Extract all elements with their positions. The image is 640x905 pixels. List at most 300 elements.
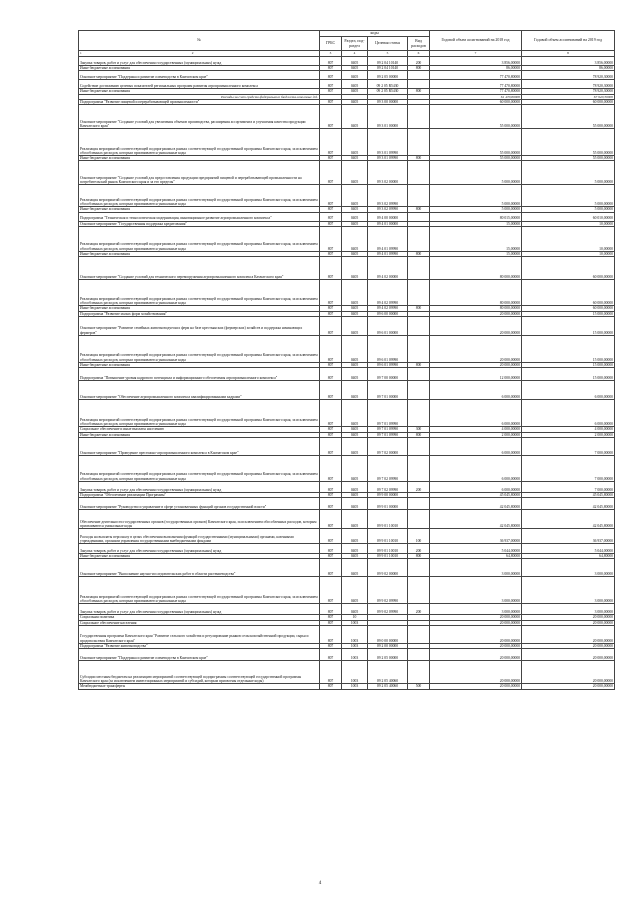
header-target-article: Целевая статья: [368, 37, 408, 51]
row-grbs: 807: [320, 89, 342, 94]
row-grbs: 807: [320, 400, 342, 427]
row-volume-2018: 20 000,00000: [430, 615, 522, 620]
table-row: [79, 577, 615, 604]
row-name: Подпрограмма "Развитие пищевой и перерабатывающей промышленности": [79, 99, 320, 104]
row-target-article: 09 6 01 00000: [368, 316, 408, 335]
row-volume-2019: 55 000,00000: [522, 129, 615, 156]
row-grbs: 807: [320, 362, 342, 367]
row-volume-2019: 15 000,00000: [522, 316, 615, 335]
row-target-article: 09 3 02 00000: [368, 161, 408, 185]
row-name: Основное мероприятие "Развитие семейных животноводческих ферм на базе крестьянских (фермерских) хозяйств и поддержка начинающих фермеров": [79, 316, 320, 335]
row-name: Основное мероприятие "Создание условий для технического перевооружения агропромышленного комплекса Камчатского края": [79, 257, 320, 280]
row-volume-2018: 5 000,00000: [430, 161, 522, 185]
header-codes: коды: [320, 31, 430, 37]
row-name: Иные бюджетные ассигнования: [79, 89, 320, 94]
row-expense-type: [408, 161, 430, 185]
row-grbs: 807: [320, 280, 342, 306]
row-target-article: 09 9 02 00000: [368, 559, 408, 577]
row-section: 0405: [342, 185, 368, 207]
table-row: [79, 481, 615, 492]
row-volume-2018: 5 044,00000: [430, 544, 522, 554]
row-name: Закупка товаров, работ и услуг для обеспечения государственных (муниципальных) нужд: [79, 57, 320, 66]
row-volume-2019: 78 920,30000: [522, 80, 615, 89]
row-target-article: 09 4 02 00000: [368, 257, 408, 280]
row-volume-2019: 60 000,00000: [522, 257, 615, 280]
row-section: 0405: [342, 306, 368, 311]
row-volume-2018: 60 000,00000: [430, 99, 522, 104]
row-grbs: 807: [320, 185, 342, 207]
row-grbs: 807: [320, 311, 342, 316]
row-target-article: 09 2 05 R5430: [368, 80, 408, 89]
row-volume-2019: 20 000,00000: [522, 661, 615, 684]
row-expense-type: 800: [408, 306, 430, 311]
header-number: №: [79, 31, 320, 51]
row-expense-type: [408, 129, 430, 156]
row-name: Иные бюджетные ассигнования: [79, 362, 320, 367]
row-grbs: 807: [320, 212, 342, 221]
row-expense-type: [408, 437, 430, 455]
row-grbs: 807: [320, 510, 342, 529]
row-volume-2019: 3 000,00000: [522, 559, 615, 577]
row-volume-2018: 77 470,80000: [430, 80, 522, 89]
row-name: Реализация мероприятий соответствующей подпрограммы в рамках соответствующей государственной программы Камчатского края, за исключением обособленных расходов, которым присваиваются уникальные коды: [79, 335, 320, 362]
row-target-article: 09 9 01 00000: [368, 498, 408, 510]
row-section: 0405: [342, 66, 368, 71]
row-target-article: 09 3 02 09990: [368, 185, 408, 207]
row-expense-type: [408, 577, 430, 604]
row-volume-2018: 15,00000: [430, 227, 522, 252]
row-section: 0405: [342, 492, 368, 497]
row-name: Расходы за счет средств федерального бюджета-итоговые д.б.: [79, 94, 320, 99]
row-section: 1003: [342, 644, 368, 649]
row-volume-2019: 67 920,30000: [522, 94, 615, 99]
row-target-article: 09 3 01 09990: [368, 156, 408, 161]
row-volume-2018: 20 000,00000: [430, 661, 522, 684]
row-volume-2019: 42 045,80000: [522, 510, 615, 529]
row-volume-2019: 20 000,00000: [522, 615, 615, 620]
table-row: [79, 212, 615, 221]
row-target-article: 09 2 05 00000: [368, 649, 408, 661]
table-row: [79, 80, 615, 89]
row-target-article: 09 4 00 00000: [368, 212, 408, 221]
row-volume-2019: 60 000,00000: [522, 99, 615, 104]
row-section: 0405: [342, 221, 368, 226]
row-section: 0405: [342, 604, 368, 615]
row-expense-type: 200: [408, 481, 430, 492]
row-volume-2018: 3 856,00000: [430, 57, 522, 66]
row-volume-2019: 4 000,00000: [522, 427, 615, 432]
row-grbs: 807: [320, 455, 342, 481]
row-volume-2019: 15 000,00000: [522, 362, 615, 367]
row-expense-type: [408, 227, 430, 252]
row-volume-2018: 86,00000: [430, 66, 522, 71]
row-volume-2019: 5 000,00000: [522, 207, 615, 212]
row-volume-2019: 20 000,00000: [522, 684, 615, 689]
row-volume-2018: 42 045,80000: [430, 498, 522, 510]
row-name: Основное мероприятие "Создание условий для предоставления продукции предприятий пищевой и перерабатывающей промышленности на потребительский рынок Камчатского края и за его пределы": [79, 161, 320, 185]
table-row: [79, 649, 615, 661]
row-expense-type: 800: [408, 66, 430, 71]
row-volume-2019: 6 000,00000: [522, 400, 615, 427]
row-name: Закупка товаров, работ и услуг для обеспечения государственных (муниципальных) нужд: [79, 604, 320, 615]
row-expense-type: [408, 280, 430, 306]
row-target-article: 09 2 04 10140: [368, 66, 408, 71]
table-row: [79, 185, 615, 207]
header-volume-2019: Годовой объем ассигнований на 2019 год: [522, 31, 615, 51]
header-volume-2018: Годовой объем ассигнований на 2018 год: [430, 31, 522, 51]
row-section: 0405: [342, 510, 368, 529]
row-expense-type: [408, 71, 430, 80]
row-expense-type: [408, 80, 430, 89]
row-volume-2019: 7 000,00000: [522, 437, 615, 455]
row-target-article: 09 2 05 R5430: [368, 89, 408, 94]
row-volume-2018: 3 000,00000: [430, 604, 522, 615]
row-expense-type: [408, 316, 430, 335]
row-name: Закупка товаров, работ и услуг для обеспечения государственных (муниципальных) нужд: [79, 544, 320, 554]
row-expense-type: [408, 661, 430, 684]
row-volume-2018: 36 937,00000: [430, 529, 522, 544]
row-name: Основное мероприятие "Государственная поддержка кредитования": [79, 221, 320, 226]
row-grbs: 807: [320, 577, 342, 604]
table-row: [79, 316, 615, 335]
row-grbs: 807: [320, 432, 342, 437]
row-volume-2018: 55 000,00000: [430, 129, 522, 156]
row-volume-2018: 20 000,00000: [430, 644, 522, 649]
row-volume-2019: 6 000,00000: [522, 381, 615, 400]
budget-table: [78, 30, 615, 690]
row-target-article: 09 6 00 00000: [368, 311, 408, 316]
row-volume-2019: 7 000,00000: [522, 481, 615, 492]
table-row: [79, 529, 615, 544]
row-volume-2019: 20 000,00000: [522, 620, 615, 625]
table-row: [79, 381, 615, 400]
row-volume-2019: 3 856,00000: [522, 57, 615, 66]
row-section: 0405: [342, 498, 368, 510]
row-volume-2019: 42 045,80000: [522, 498, 615, 510]
table-row: [79, 335, 615, 362]
row-target-article: 09 2 05 40060: [368, 684, 408, 689]
row-section: 0405: [342, 227, 368, 252]
table-row: [79, 437, 615, 455]
row-volume-2019: 86,00000: [522, 66, 615, 71]
row-expense-type: 100: [408, 529, 430, 544]
table-row: [79, 498, 615, 510]
row-grbs: 807: [320, 529, 342, 544]
row-name: Социальное обеспечение и иные выплаты населению: [79, 427, 320, 432]
row-grbs: 807: [320, 544, 342, 554]
row-grbs: 807: [320, 335, 342, 362]
row-name: Основное мероприятие "Выполнение научно-исследовательских работ в области растениеводства": [79, 559, 320, 577]
row-volume-2018: 20 000,00000: [430, 649, 522, 661]
row-volume-2018: 2 000,00000: [430, 432, 522, 437]
row-name: Иные бюджетные ассигнования: [79, 306, 320, 311]
row-grbs: 807: [320, 554, 342, 559]
row-name: Реализация мероприятий соответствующей подпрограммы в рамках соответствующей государственной программы Камчатского края, за исключением обособленных расходов, которым присваиваются уникальные коды: [79, 280, 320, 306]
row-target-article: 09 6 01 09990: [368, 362, 408, 367]
table-row: [79, 559, 615, 577]
row-target-article: 09 2 00 00000: [368, 644, 408, 649]
row-grbs: 807: [320, 492, 342, 497]
row-section: 0405: [342, 129, 368, 156]
row-target-article: 09 4 02 09990: [368, 306, 408, 311]
row-volume-2019: 60 000,00000: [522, 306, 615, 311]
row-target-article: 09 3 01 00000: [368, 105, 408, 129]
row-expense-type: [408, 498, 430, 510]
table-body: [79, 57, 615, 690]
row-section: 0405: [342, 89, 368, 94]
row-volume-2018: 42 045,80000: [430, 510, 522, 529]
row-name: Подпрограмма "Развитие малых форм хозяйствования": [79, 311, 320, 316]
row-grbs: 807: [320, 427, 342, 432]
row-expense-type: [408, 559, 430, 577]
row-name: Иные бюджетные ассигнования: [79, 432, 320, 437]
row-name: Иные бюджетные ассигнования: [79, 207, 320, 212]
row-volume-2019: 15 000,00000: [522, 335, 615, 362]
table-row: [79, 105, 615, 129]
row-target-article: 09 6 01 09990: [368, 335, 408, 362]
row-grbs: 807: [320, 66, 342, 71]
row-target-article: 09 9 01 10010: [368, 529, 408, 544]
row-volume-2018: 6 000,00000: [430, 400, 522, 427]
row-target-article: 09 7 01 09990: [368, 400, 408, 427]
row-volume-2019: 15 000,00000: [522, 311, 615, 316]
row-name: Основное мероприятие "Поддержка и развитие оленеводства в Камчатском крае": [79, 71, 320, 80]
table-row: [79, 257, 615, 280]
row-expense-type: [408, 335, 430, 362]
row-name: Обеспечение деятельности государственных органов (государственных органов) Камчатского края, за исключением обособленных расходов, которым присваиваются уникальные коды: [79, 510, 320, 529]
row-volume-2019: 64,80000: [522, 554, 615, 559]
row-name: Основное мероприятие "Поддержка и развитие оленеводства в Камчатском крае": [79, 649, 320, 661]
row-name: Иные бюджетные ассигнования: [79, 252, 320, 257]
row-volume-2018: 4 000,00000: [430, 427, 522, 432]
row-section: 1003: [342, 626, 368, 644]
row-name: Иные бюджетные ассигнования: [79, 554, 320, 559]
row-section: 1003: [342, 649, 368, 661]
row-expense-type: 300: [408, 427, 430, 432]
row-target-article: 09 9 00 00000: [368, 492, 408, 497]
row-volume-2019: 36 937,00000: [522, 529, 615, 544]
row-expense-type: [408, 455, 430, 481]
row-grbs: 807: [320, 99, 342, 104]
row-volume-2019: 5 000,00000: [522, 161, 615, 185]
row-target-article: 09 4 01 00000: [368, 221, 408, 226]
row-grbs: 807: [320, 156, 342, 161]
row-name: Субсидии местным бюджетам на реализацию мероприятий соответствующей подпрограммы соответствующей государственной программы Камчатского края (за исключением инвестиционных мероприятий и субсидий, которым присвоены отдельные коды): [79, 661, 320, 684]
row-target-article: 09 2 05 40060: [368, 661, 408, 684]
row-section: 0405: [342, 257, 368, 280]
table-row: [79, 544, 615, 554]
row-volume-2019: 5 044,00000: [522, 544, 615, 554]
row-name: Основное мероприятие "Проведение престижно-агропромышленного комплекса в Камчатском крае": [79, 437, 320, 455]
row-grbs: 807: [320, 306, 342, 311]
row-section: 0405: [342, 161, 368, 185]
row-expense-type: 800: [408, 554, 430, 559]
row-target-article: 09 2 04 10140: [368, 57, 408, 66]
row-target-article: 09 9 01 10010: [368, 510, 408, 529]
row-name: Основное мероприятие "Руководство и управление в сфере установленных функций органов государственной власти": [79, 498, 320, 510]
column-number: 7: [430, 51, 522, 57]
table-row: [79, 129, 615, 156]
row-section: 0405: [342, 427, 368, 432]
row-volume-2018: 20 000,00000: [430, 626, 522, 644]
row-volume-2018: 55 000,00000: [430, 105, 522, 129]
row-section: 10: [342, 615, 368, 620]
row-name: Социальная политика: [79, 615, 320, 620]
table-row: [79, 71, 615, 80]
row-expense-type: [408, 105, 430, 129]
row-expense-type: [408, 368, 430, 381]
row-volume-2018: 15,00000: [430, 252, 522, 257]
row-name: Реализация мероприятий соответствующей подпрограммы в рамках соответствующей государственной программы Камчатского края, за исключением обособленных расходов, которым присваиваются уникальные коды: [79, 129, 320, 156]
table-row: [79, 400, 615, 427]
row-expense-type: 800: [408, 156, 430, 161]
row-section: 0405: [342, 481, 368, 492]
table-row: [79, 455, 615, 481]
row-grbs: 807: [320, 71, 342, 80]
row-volume-2019: 60 010,00000: [522, 212, 615, 221]
row-section: 0405: [342, 368, 368, 381]
row-expense-type: 500: [408, 684, 430, 689]
row-volume-2018: 20 000,00000: [430, 620, 522, 625]
row-expense-type: [408, 626, 430, 644]
page-number: 4: [318, 881, 322, 886]
row-expense-type: [408, 400, 430, 427]
column-number: 5: [368, 51, 408, 57]
row-expense-type: [408, 257, 430, 280]
row-volume-2018: 77 470,80000: [430, 89, 522, 94]
row-target-article: 09 9 01 10010: [368, 554, 408, 559]
row-grbs: 807: [320, 381, 342, 400]
row-section: 0405: [342, 212, 368, 221]
row-name: Реализация мероприятий соответствующей подпрограммы в рамках соответствующей государственной программы Камчатского края, за исключением обособленных расходов, которым присваиваются уникальные коды: [79, 227, 320, 252]
row-volume-2018: 3 000,00000: [430, 577, 522, 604]
row-volume-2019: 10,00000: [522, 252, 615, 257]
row-volume-2019: 20 000,00000: [522, 626, 615, 644]
row-section: 0405: [342, 156, 368, 161]
table-row: [79, 510, 615, 529]
row-expense-type: 200: [408, 57, 430, 66]
row-section: 0405: [342, 335, 368, 362]
row-name: Содействие достижению целевых показателей региональных программ развития агропромышленного комплекса: [79, 80, 320, 89]
row-volume-2019: 55 000,00000: [522, 105, 615, 129]
column-number-2: 2: [191, 51, 194, 56]
row-target-article: 09 9 02 09990: [368, 604, 408, 615]
column-number: 6: [408, 51, 430, 57]
row-name: Реализация мероприятий соответствующей подпрограммы в рамках соответствующей государственной программы Камчатского края, за исключением обособленных расходов, которым присваиваются уникальные коды: [79, 455, 320, 481]
row-volume-2018: 6 000,00000: [430, 437, 522, 455]
row-volume-2019: 45 045,80000: [522, 492, 615, 497]
table-row: [79, 684, 615, 689]
row-name: Подпрограмма "Повышение уровня кадрового потенциала и информационного обеспечения агропромышленного комплекса": [79, 368, 320, 381]
row-volume-2018: 6 000,00000: [430, 381, 522, 400]
row-grbs: 807: [320, 649, 342, 661]
row-volume-2018: 20 000,00000: [430, 311, 522, 316]
row-grbs: 807: [320, 221, 342, 226]
row-grbs: 807: [320, 80, 342, 89]
row-volume-2019: 78 920,30000: [522, 89, 615, 94]
row-volume-2018: 6 000,00000: [430, 481, 522, 492]
row-volume-2018: 80 000,00000: [430, 280, 522, 306]
row-volume-2019: 2 000,00000: [522, 432, 615, 437]
row-target-article: 09 7 01 09990: [368, 427, 408, 432]
row-target-article: 09 9 01 10010: [368, 544, 408, 554]
row-target-article: 09 7 02 00000: [368, 437, 408, 455]
row-target-article: 09 3 00 00000: [368, 99, 408, 104]
row-grbs: 807: [320, 604, 342, 615]
row-name: Социальное обеспечение населения: [79, 620, 320, 625]
row-target-article: 09 2 05 00000: [368, 71, 408, 80]
row-grbs: 807: [320, 207, 342, 212]
row-section: 0405: [342, 362, 368, 367]
row-section: 0405: [342, 381, 368, 400]
row-name: Реализация мероприятий соответствующей подпрограммы в рамках соответствующей государственной программы Камчатского края, за исключением обособленных расходов, которым присваиваются уникальные коды: [79, 577, 320, 604]
table-header: [79, 31, 615, 57]
row-volume-2019: 3 000,00000: [522, 604, 615, 615]
row-volume-2018: 45 045,80000: [430, 492, 522, 497]
table-row: [79, 57, 615, 66]
row-volume-2018: 80 000,00000: [430, 306, 522, 311]
row-section: 0405: [342, 105, 368, 129]
row-section: 0405: [342, 252, 368, 257]
row-grbs: 807: [320, 129, 342, 156]
row-volume-2018: 20 000,00000: [430, 684, 522, 689]
row-grbs: 807: [320, 498, 342, 510]
row-name: Закупка товаров, работ и услуг для обеспечения государственных (муниципальных) нужд: [79, 481, 320, 492]
row-target-article: 09 4 01 09990: [368, 252, 408, 257]
row-name: Основное мероприятие "Обеспечение агропромышленного комплекса квалифицированными кадрами": [79, 381, 320, 400]
row-section: 0405: [342, 400, 368, 427]
row-volume-2019: 15 000,00000: [522, 368, 615, 381]
row-section: 0405: [342, 207, 368, 212]
row-expense-type: 200: [408, 604, 430, 615]
row-volume-2019: 60 000,00000: [522, 280, 615, 306]
row-section: 0405: [342, 437, 368, 455]
row-grbs: 807: [320, 661, 342, 684]
row-section: 0405: [342, 577, 368, 604]
row-volume-2018: 55 000,00000: [430, 156, 522, 161]
table-row: [79, 368, 615, 381]
header-grbs: ГРБС: [320, 37, 342, 51]
row-name: Межбюджетные трансферты: [79, 684, 320, 689]
row-volume-2019: 3 000,00000: [522, 577, 615, 604]
row-grbs: 807: [320, 626, 342, 644]
row-section: 0405: [342, 80, 368, 89]
row-target-article: 09 7 02 09990: [368, 481, 408, 492]
row-expense-type: 800: [408, 89, 430, 94]
row-section: 0405: [342, 316, 368, 335]
column-number: 3: [320, 51, 342, 57]
row-grbs: 807: [320, 227, 342, 252]
row-grbs: 807: [320, 437, 342, 455]
row-name: Государственная программа Камчатского края "Развитие сельского хозяйства и регулирование рынков сельскохозяйственной продукции, сырья и продовольствия Камчатского края": [79, 626, 320, 644]
row-section: 0405: [342, 280, 368, 306]
row-volume-2018: 80 015,00000: [430, 212, 522, 221]
row-section: 0405: [342, 99, 368, 104]
row-section: 0405: [342, 455, 368, 481]
row-section: 0405: [342, 432, 368, 437]
row-volume-2018: 12 000,00000: [430, 368, 522, 381]
row-name: Реализация мероприятий соответствующей подпрограммы в рамках соответствующей государственной программы Камчатского края, за исключением обособленных расходов, которым присваиваются уникальные коды: [79, 185, 320, 207]
table-row: [79, 280, 615, 306]
row-target-article: 09 7 01 00000: [368, 381, 408, 400]
table-row: [79, 661, 615, 684]
row-volume-2019: 78 920,30000: [522, 71, 615, 80]
row-name: Расходы на выплаты персоналу в целях обеспечения выполнения функций государственными (муниципальными) органами, казенными учреждениями, органами управления государственными внебюджетными фондами: [79, 529, 320, 544]
row-section: 1003: [342, 684, 368, 689]
row-target-article: 09 9 02 09990: [368, 577, 408, 604]
row-expense-type: [408, 649, 430, 661]
row-target-article: 09 7 01 09990: [368, 432, 408, 437]
